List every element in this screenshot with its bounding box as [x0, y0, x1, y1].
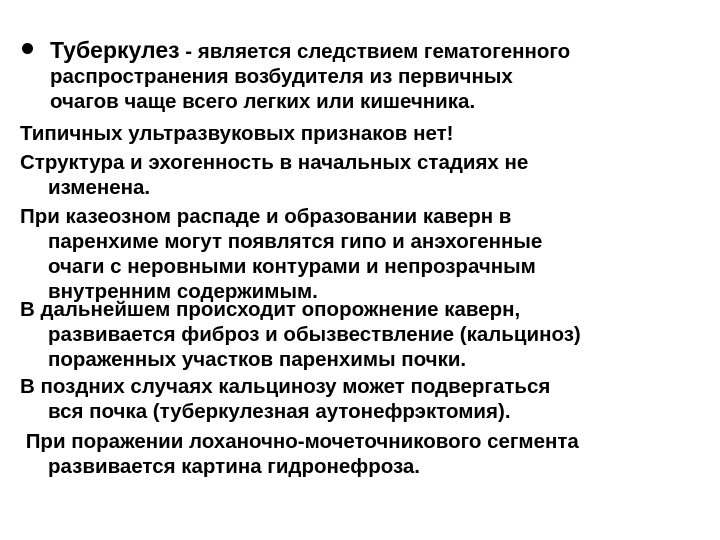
bullet-line-1 — [50, 38, 700, 64]
paragraph-line: развивается фиброз и обызвествление (кальциноз) — [48, 323, 581, 346]
bullet-line-2: распространения возбудителя из первичных — [50, 65, 513, 88]
paragraph-line: При поражении лоханочно-мочеточникового сегмента — [20, 430, 579, 453]
paragraph-fibrosis — [20, 297, 690, 372]
paragraph-structure — [20, 150, 690, 200]
paragraph-line: вся почка (туберкулезная аутонефрэктомия). — [48, 400, 511, 423]
paragraph-hydronephrosis — [20, 429, 690, 479]
bullet-dot-icon — [22, 43, 33, 54]
lead-rest: - является следствием гематогенного — [179, 40, 571, 63]
paragraph-line: Типичных ультразвуковых признаков нет! — [20, 122, 454, 145]
paragraph-line: пораженных участков паренхимы почки. — [48, 348, 467, 371]
paragraph-line: В дальнейшем происходит опорожнение каверн, — [20, 298, 521, 321]
paragraph-late-cases — [20, 374, 690, 424]
paragraph-line: паренхиме могут появлятся гипо и анэхогенные — [48, 230, 543, 253]
bullet-line-3: очагов чаще всего легких или кишечника. — [50, 90, 476, 113]
paragraph-line: очаги с неровными контурами и непрозрачным — [48, 255, 536, 278]
lead-word: Туберкулез — [50, 37, 180, 63]
paragraph-line: В поздних случаях кальцинозу может подвергаться — [20, 375, 551, 398]
paragraph-line: Структура и эхогенность в начальных стадиях не — [20, 151, 529, 174]
paragraph-caseous — [20, 204, 690, 304]
paragraph-no-signs — [20, 121, 690, 146]
paragraph-line: изменена. — [48, 176, 151, 199]
paragraph-line: внутренним содержимым. — [48, 280, 318, 303]
paragraph-line: развивается картина гидронефроза. — [48, 455, 421, 478]
paragraph-line: При казеозном распаде и образовании каверн в — [20, 205, 512, 228]
bullet-paragraph-tuberculosis — [50, 38, 700, 114]
